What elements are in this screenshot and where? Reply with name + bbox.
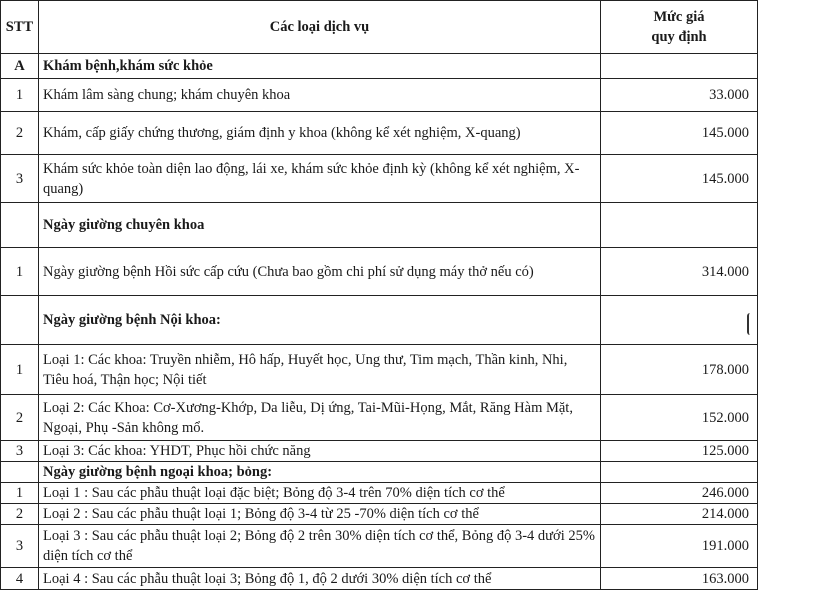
table-row: [1, 395, 758, 441]
row-stt: 1: [1, 483, 39, 504]
section-price-empty: [601, 54, 758, 79]
header-stt: STT: [1, 1, 39, 54]
section-row-specialty-bed: [1, 203, 758, 248]
row-stt: 3: [1, 155, 39, 203]
table-row: [1, 568, 758, 590]
row-stt: 3: [1, 525, 39, 568]
table-row: [1, 345, 758, 395]
table-row: [1, 248, 758, 296]
row-price: 214.000: [601, 504, 758, 525]
header-price-line2: quy định: [651, 29, 707, 45]
row-stt: 4: [1, 568, 39, 590]
row-price: 125.000: [601, 441, 758, 462]
section-price-empty: [601, 296, 758, 345]
table-row: [1, 525, 758, 568]
table-row: [1, 483, 758, 504]
table-row: [1, 441, 758, 462]
row-price: 246.000: [601, 483, 758, 504]
section-stt-empty: [1, 296, 39, 345]
table-row: [1, 79, 758, 112]
row-stt: 1: [1, 248, 39, 296]
row-service: Khám lâm sàng chung; khám chuyên khoa: [39, 79, 601, 112]
row-price: 145.000: [601, 155, 758, 203]
row-stt: 2: [1, 504, 39, 525]
section-stt-empty: [1, 203, 39, 248]
row-service: Khám, cấp giấy chứng thương, giám định y khoa (không kể xét nghiệm, X-quang): [39, 112, 601, 155]
section-price-empty: [601, 203, 758, 248]
row-service: Loại 2: Các Khoa: Cơ-Xương-Khớp, Da liễu, Dị ứng, Tai-Mũi-Họng, Mắt, Răng Hàm Mặt, Ngoại, Phụ -Sản không mổ.: [39, 395, 601, 441]
header-service: Các loại dịch vụ: [39, 1, 601, 54]
header-row: [1, 1, 758, 54]
row-price: 33.000: [601, 79, 758, 112]
section-row-a: [1, 54, 758, 79]
section-title: Ngày giường chuyên khoa: [39, 203, 601, 248]
row-service: Ngày giường bệnh Hồi sức cấp cứu (Chưa bao gồm chi phí sử dụng máy thở nếu có): [39, 248, 601, 296]
section-row-internal-bed: [1, 296, 758, 345]
section-stt: A: [1, 54, 39, 79]
row-stt: 2: [1, 112, 39, 155]
row-price: 152.000: [601, 395, 758, 441]
table-row: [1, 112, 758, 155]
row-price: 178.000: [601, 345, 758, 395]
header-price-line1: Mức giá: [653, 9, 705, 25]
row-service: Loại 1: Các khoa: Truyền nhiễm, Hô hấp, Huyết học, Ung thư, Tim mạch, Thần kinh, Nhi, Tiêu hoá, Thận học; Nội tiết: [39, 345, 601, 395]
scan-edge-mark: [747, 313, 752, 335]
section-title: Ngày giường bệnh Nội khoa:: [39, 296, 601, 345]
row-price: 163.000: [601, 568, 758, 590]
row-service: Khám sức khỏe toàn diện lao động, lái xe, khám sức khỏe định kỳ (không kể xét nghiệm, X-quang): [39, 155, 601, 203]
row-price: 314.000: [601, 248, 758, 296]
row-service: Loại 3 : Sau các phẫu thuật loại 2; Bỏng độ 2 trên 30% diện tích cơ thể, Bỏng độ 3-4 dưới 25% diện tích cơ thể: [39, 525, 601, 568]
row-price: 145.000: [601, 112, 758, 155]
row-stt: 1: [1, 345, 39, 395]
row-price: 191.000: [601, 525, 758, 568]
header-price: [601, 1, 758, 54]
row-stt: 2: [1, 395, 39, 441]
row-service: Loại 3: Các khoa: YHDT, Phục hồi chức năng: [39, 441, 601, 462]
section-row-surgical-bed: [1, 462, 758, 483]
row-service: Loại 4 : Sau các phẫu thuật loại 3; Bỏng độ 1, độ 2 dưới 30% diện tích cơ thể: [39, 568, 601, 590]
row-stt: 1: [1, 79, 39, 112]
table-row: [1, 155, 758, 203]
section-title: Ngày giường bệnh ngoại khoa; bỏng:: [39, 462, 601, 483]
section-title: Khám bệnh,khám sức khỏe: [39, 54, 601, 79]
table-row: [1, 504, 758, 525]
row-stt: 3: [1, 441, 39, 462]
section-price-empty: [601, 462, 758, 483]
section-stt-empty: [1, 462, 39, 483]
row-service: Loại 2 : Sau các phẫu thuật loại 1; Bỏng độ 3-4 từ 25 -70% diện tích cơ thể: [39, 504, 601, 525]
row-service: Loại 1 : Sau các phẫu thuật loại đặc biệt; Bỏng độ 3-4 trên 70% diện tích cơ thể: [39, 483, 601, 504]
